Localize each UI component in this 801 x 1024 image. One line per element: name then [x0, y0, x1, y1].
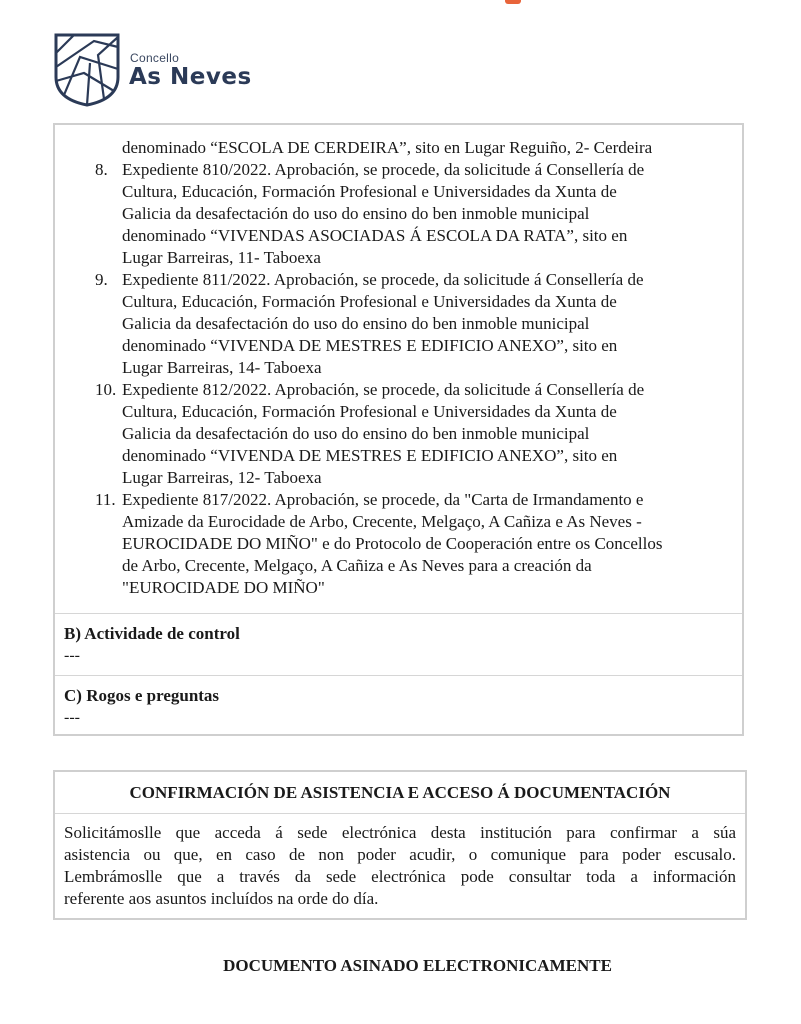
- signed-document-label: DOCUMENTO ASINADO ELECTRONICAMENTE: [223, 956, 612, 975]
- agenda-box: [53, 123, 744, 736]
- confirmation-title: CONFIRMACIÓN DE ASISTENCIA E ACCESO Á DOCUMENTACIÓN: [55, 772, 745, 814]
- agenda-item-line: Cultura, Educación, Formación Profesional e Universidades da Xunta de: [122, 402, 617, 421]
- section-value: ---: [64, 647, 80, 664]
- agenda-item-line: Cultura, Educación, Formación Profesional e Universidades da Xunta de: [122, 292, 617, 311]
- agenda-item-line: Cultura, Educación, Formación Profesional e Universidades da Xunta de: [122, 182, 617, 201]
- agenda-item-line: denominado “VIVENDAS ASOCIADAS Á ESCOLA DA RATA”, sito en: [122, 226, 628, 245]
- agenda-item-line: Expediente 811/2022. Aprobación, se procede, da solicitude á Consellería de: [122, 270, 644, 289]
- agenda-item-text: [122, 379, 732, 489]
- agenda-item-number: 9.: [95, 270, 108, 289]
- confirmation-line: Lembrámoslle que a través da sede electrónica pode consultar toda a información: [64, 867, 736, 886]
- agenda-item-line: Galicia da desafectación do uso do ensino do ben inmoble municipal: [122, 204, 590, 223]
- agenda-item-text: [122, 489, 732, 599]
- top-accent-mark: [505, 0, 521, 4]
- agenda-item-line: EUROCIDADE DO MIÑO" e do Protocolo de Cooperación entre os Concellos: [122, 534, 663, 553]
- agenda-item-text: [122, 159, 732, 269]
- agenda-item-line: de Arbo, Crecente, Melgaço, A Cañiza e As Neves para a creación da: [122, 556, 592, 575]
- confirmation-box: [53, 770, 747, 920]
- agenda-item-line: denominado “VIVENDA DE MESTRES E EDIFICIO ANEXO”, sito en: [122, 446, 618, 465]
- agenda-item-number: 8.: [95, 160, 108, 179]
- confirmation-body: [64, 822, 736, 910]
- brand-name: As Neves: [129, 64, 252, 90]
- confirmation-line: asistencia ou que, en caso de non poder acudir, o comunique para poder escusalo.: [64, 845, 736, 864]
- brand-small-text: Concello: [130, 51, 180, 65]
- header: [54, 33, 354, 107]
- agenda-item-line: Expediente 810/2022. Aprobación, se procede, da solicitude á Consellería de: [122, 160, 645, 179]
- agenda-list: [55, 125, 742, 614]
- agenda-item-line: Galicia da desafectación do uso do ensino do ben inmoble municipal: [122, 424, 590, 443]
- agenda-item-number: 10.: [95, 380, 117, 399]
- confirmation-line: Solicitámoslle que acceda á sede electrónica desta institución para confirmar a súa: [64, 823, 736, 842]
- agenda-item-line: Galicia da desafectación do uso do ensino do ben inmoble municipal: [122, 314, 590, 333]
- agenda-item-text: [122, 269, 732, 379]
- section-value: ---: [64, 709, 80, 726]
- agenda-item-line: "EUROCIDADE DO MIÑO": [122, 578, 325, 597]
- section-title: C) Rogos e preguntas: [64, 686, 220, 705]
- confirmation-line: referente aos asuntos incluídos na orde do día.: [64, 889, 379, 908]
- agenda-item-line: Lugar Barreiras, 12- Taboexa: [122, 468, 322, 487]
- agenda-item-line: denominado “VIVENDA DE MESTRES E EDIFICIO ANEXO”, sito en: [122, 336, 618, 355]
- agenda-item-number: 11.: [95, 490, 116, 509]
- section-rogos-preguntas: [55, 675, 742, 734]
- agenda-item-line: Amizade da Eurocidade de Arbo, Crecente, Melgaço, A Cañiza e As Neves -: [122, 512, 642, 531]
- agenda-item-line: Expediente 817/2022. Aprobación, se procede, da "Carta de Irmandamento e: [122, 490, 644, 509]
- section-title: B) Actividade de control: [64, 624, 240, 643]
- agenda-continued-text: denominado “ESCOLA DE CERDEIRA”, sito en Lugar Reguiño, 2- Cerdeira: [122, 138, 653, 157]
- agenda-item-line: Lugar Barreiras, 14- Taboexa: [122, 358, 322, 377]
- agenda-item-line: Expediente 812/2022. Aprobación, se procede, da solicitude á Consellería de: [122, 380, 645, 399]
- section-actividade-control: [55, 613, 742, 676]
- agenda-item-line: Lugar Barreiras, 11- Taboexa: [122, 248, 321, 267]
- as-neves-shield-logo-icon: [54, 33, 120, 107]
